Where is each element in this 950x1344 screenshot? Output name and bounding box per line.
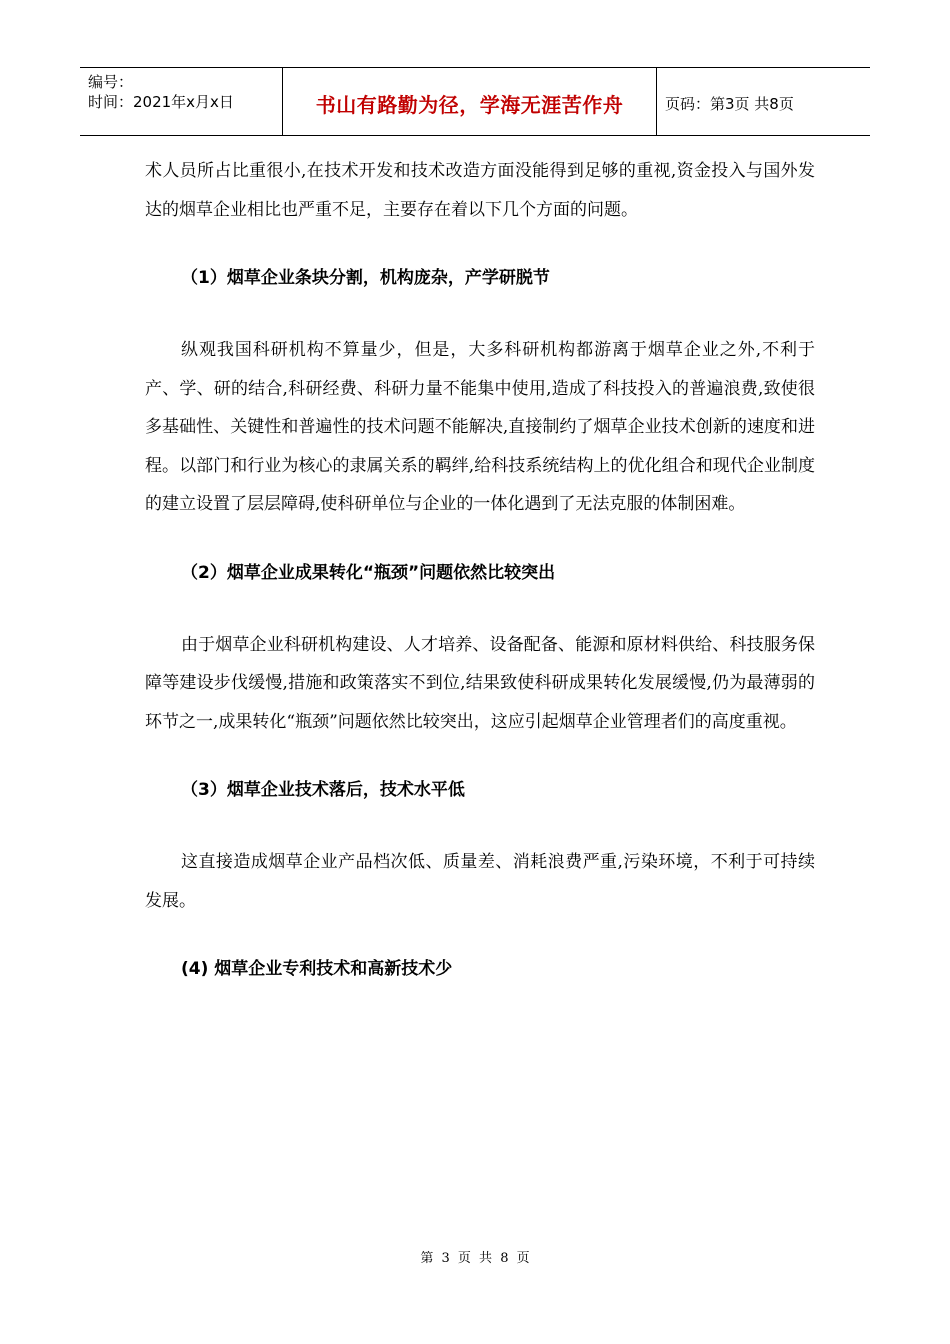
- section-heading-4: (4) 烟草企业专利技术和高新技术少: [181, 959, 453, 979]
- page-header: [80, 67, 870, 136]
- document-number-label: 编号：: [88, 73, 134, 91]
- document-date: 时间：2021年x月x日: [88, 93, 234, 111]
- section-paragraph-2: 由于烟草企业科研机构建设、人才培养、设备配备、能源和原材料供给、科技服务保障等建设步伐缓慢,措施和政策落实不到位,结果致使科研成果转化发展缓慢,仍为最薄弱的环节之一,成果转化“瓶颈”问题依然比较突出，这应引起烟草企业管理者们的高度重视。: [145, 634, 815, 732]
- intro-paragraph: 术人员所占比重很小,在技术开发和技术改造方面没能得到足够的重视,资金投入与国外发达的烟草企业相比也严重不足，主要存在着以下几个方面的问题。: [145, 161, 815, 220]
- section-paragraph-3: 这直接造成烟草企业产品档次低、质量差、消耗浪费严重,污染环境，不利于可持续发展。: [145, 852, 815, 911]
- header-motto-cell: [283, 68, 657, 135]
- header-meta-cell: [80, 68, 283, 135]
- page-footer: 第 3 页 共 8 页: [420, 1251, 530, 1266]
- header-page-info: 页码：第3页 共8页: [665, 95, 794, 113]
- section-paragraph-1: 纵观我国科研机构不算量少，但是，大多科研机构都游离于烟草企业之外,不利于产、学、研的结合,科研经费、科研力量不能集中使用,造成了科技投入的普遍浪费,致使很多基础性、关键性和普遍性的技术问题不能解决,直接制约了烟草企业技术创新的速度和进程。以部门和行业为核心的隶属关系的羁绊,给科技系统结构上的优化组合和现代企业制度的建立设置了层层障碍,使科研单位与企业的一体化遇到了无法克服的体制困难。: [145, 340, 815, 514]
- document-body: [145, 152, 815, 988]
- section-heading-1: （1）烟草企业条块分割，机构庞杂，产学研脱节: [181, 268, 550, 288]
- section-heading-2: （2）烟草企业成果转化“瓶颈”问题依然比较突出: [181, 562, 556, 583]
- header-motto: 书山有路勤为径，学海无涯苦作舟: [315, 93, 624, 117]
- header-page-cell: [657, 68, 870, 135]
- section-heading-3: （3）烟草企业技术落后，技术水平低: [181, 780, 465, 800]
